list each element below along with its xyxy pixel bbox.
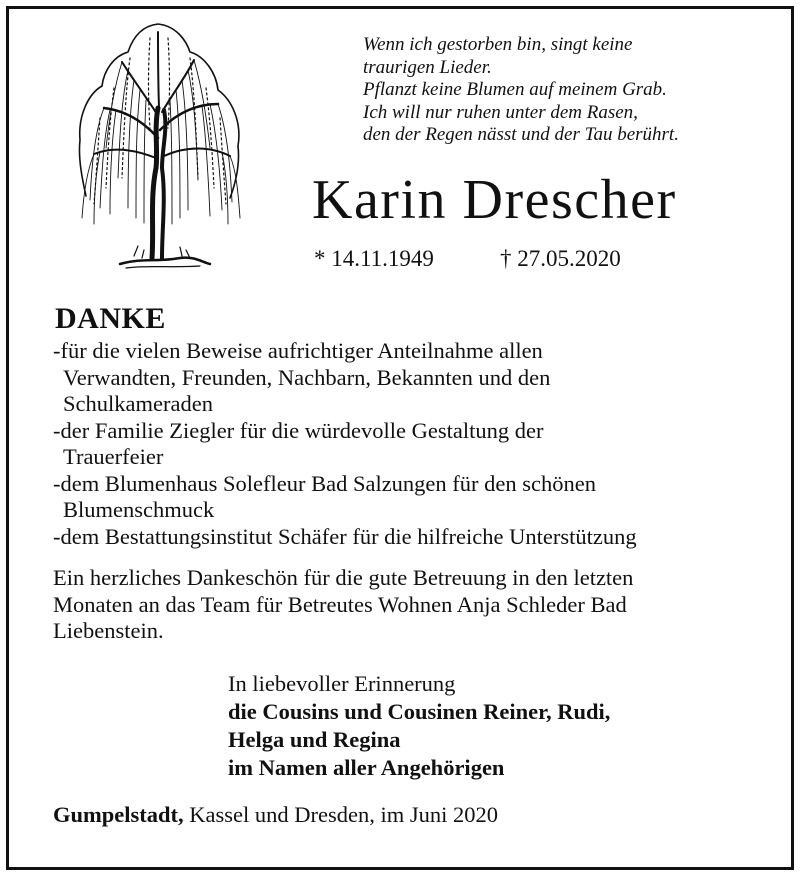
- poem-line: den der Regen nässt und der Tau berührt.: [363, 124, 679, 145]
- thanks-line: -dem Blumenhaus Solefleur Bad Salzungen für den schönen: [53, 470, 596, 496]
- closing-paragraph: [53, 565, 758, 645]
- signature-line: die Cousins und Cousinen Reiner, Rudi,: [228, 699, 611, 724]
- weeping-willow-icon: [70, 18, 250, 273]
- poem-line: Pflanzt keine Blumen auf meinem Grab.: [363, 79, 667, 100]
- thanks-line: Trauerfeier: [63, 444, 164, 469]
- thanks-line: Verwandten, Freunden, Nachbarn, Bekannten und den: [63, 364, 551, 390]
- thanks-line: -dem Bestattungsinstitut Schäfer für die hilfreiche Unterstützung: [53, 523, 637, 549]
- place-rest: Kassel und Dresden, im Juni 2020: [183, 802, 498, 827]
- paragraph-line: Monaten an das Team für Betreutes Wohnen Anja Schleder Bad: [53, 591, 627, 617]
- thanks-line: -für die vielen Beweise aufrichtiger Anteilnahme allen: [53, 338, 543, 363]
- thanks-line: -der Familie Ziegler für die würdevolle Gestaltung der: [53, 417, 544, 443]
- thanks-line: Blumenschmuck: [63, 497, 215, 522]
- signature-intro: In liebevoller Erinnerung: [228, 671, 456, 696]
- death-date: † 27.05.2020: [500, 246, 621, 271]
- poem-line: Ich will nur ruhen unter dem Rasen,: [363, 101, 638, 123]
- signature-line: Helga und Regina: [228, 727, 401, 752]
- thanks-heading: DANKE: [55, 302, 166, 335]
- poem-verse: [363, 34, 763, 147]
- place-city: Gumpelstadt,: [53, 802, 184, 827]
- thanks-line: Schulkameraden: [63, 391, 213, 416]
- signature-line: im Namen aller Angehörigen: [228, 755, 505, 780]
- life-dates: [314, 246, 621, 272]
- paragraph-line: Ein herzliches Dankeschön für die gute Betreuung in den letzten: [53, 565, 634, 590]
- thanks-list: [53, 338, 773, 550]
- deceased-name: Karin Drescher: [312, 169, 677, 231]
- poem-line: Wenn ich gestorben bin, singt keine: [363, 34, 633, 55]
- place-date-line: [53, 802, 498, 828]
- poem-line: traurigen Lieder.: [363, 56, 492, 78]
- birth-date: * 14.11.1949: [314, 246, 434, 271]
- signature-block: [228, 670, 610, 782]
- paragraph-line: Liebenstein.: [53, 618, 164, 643]
